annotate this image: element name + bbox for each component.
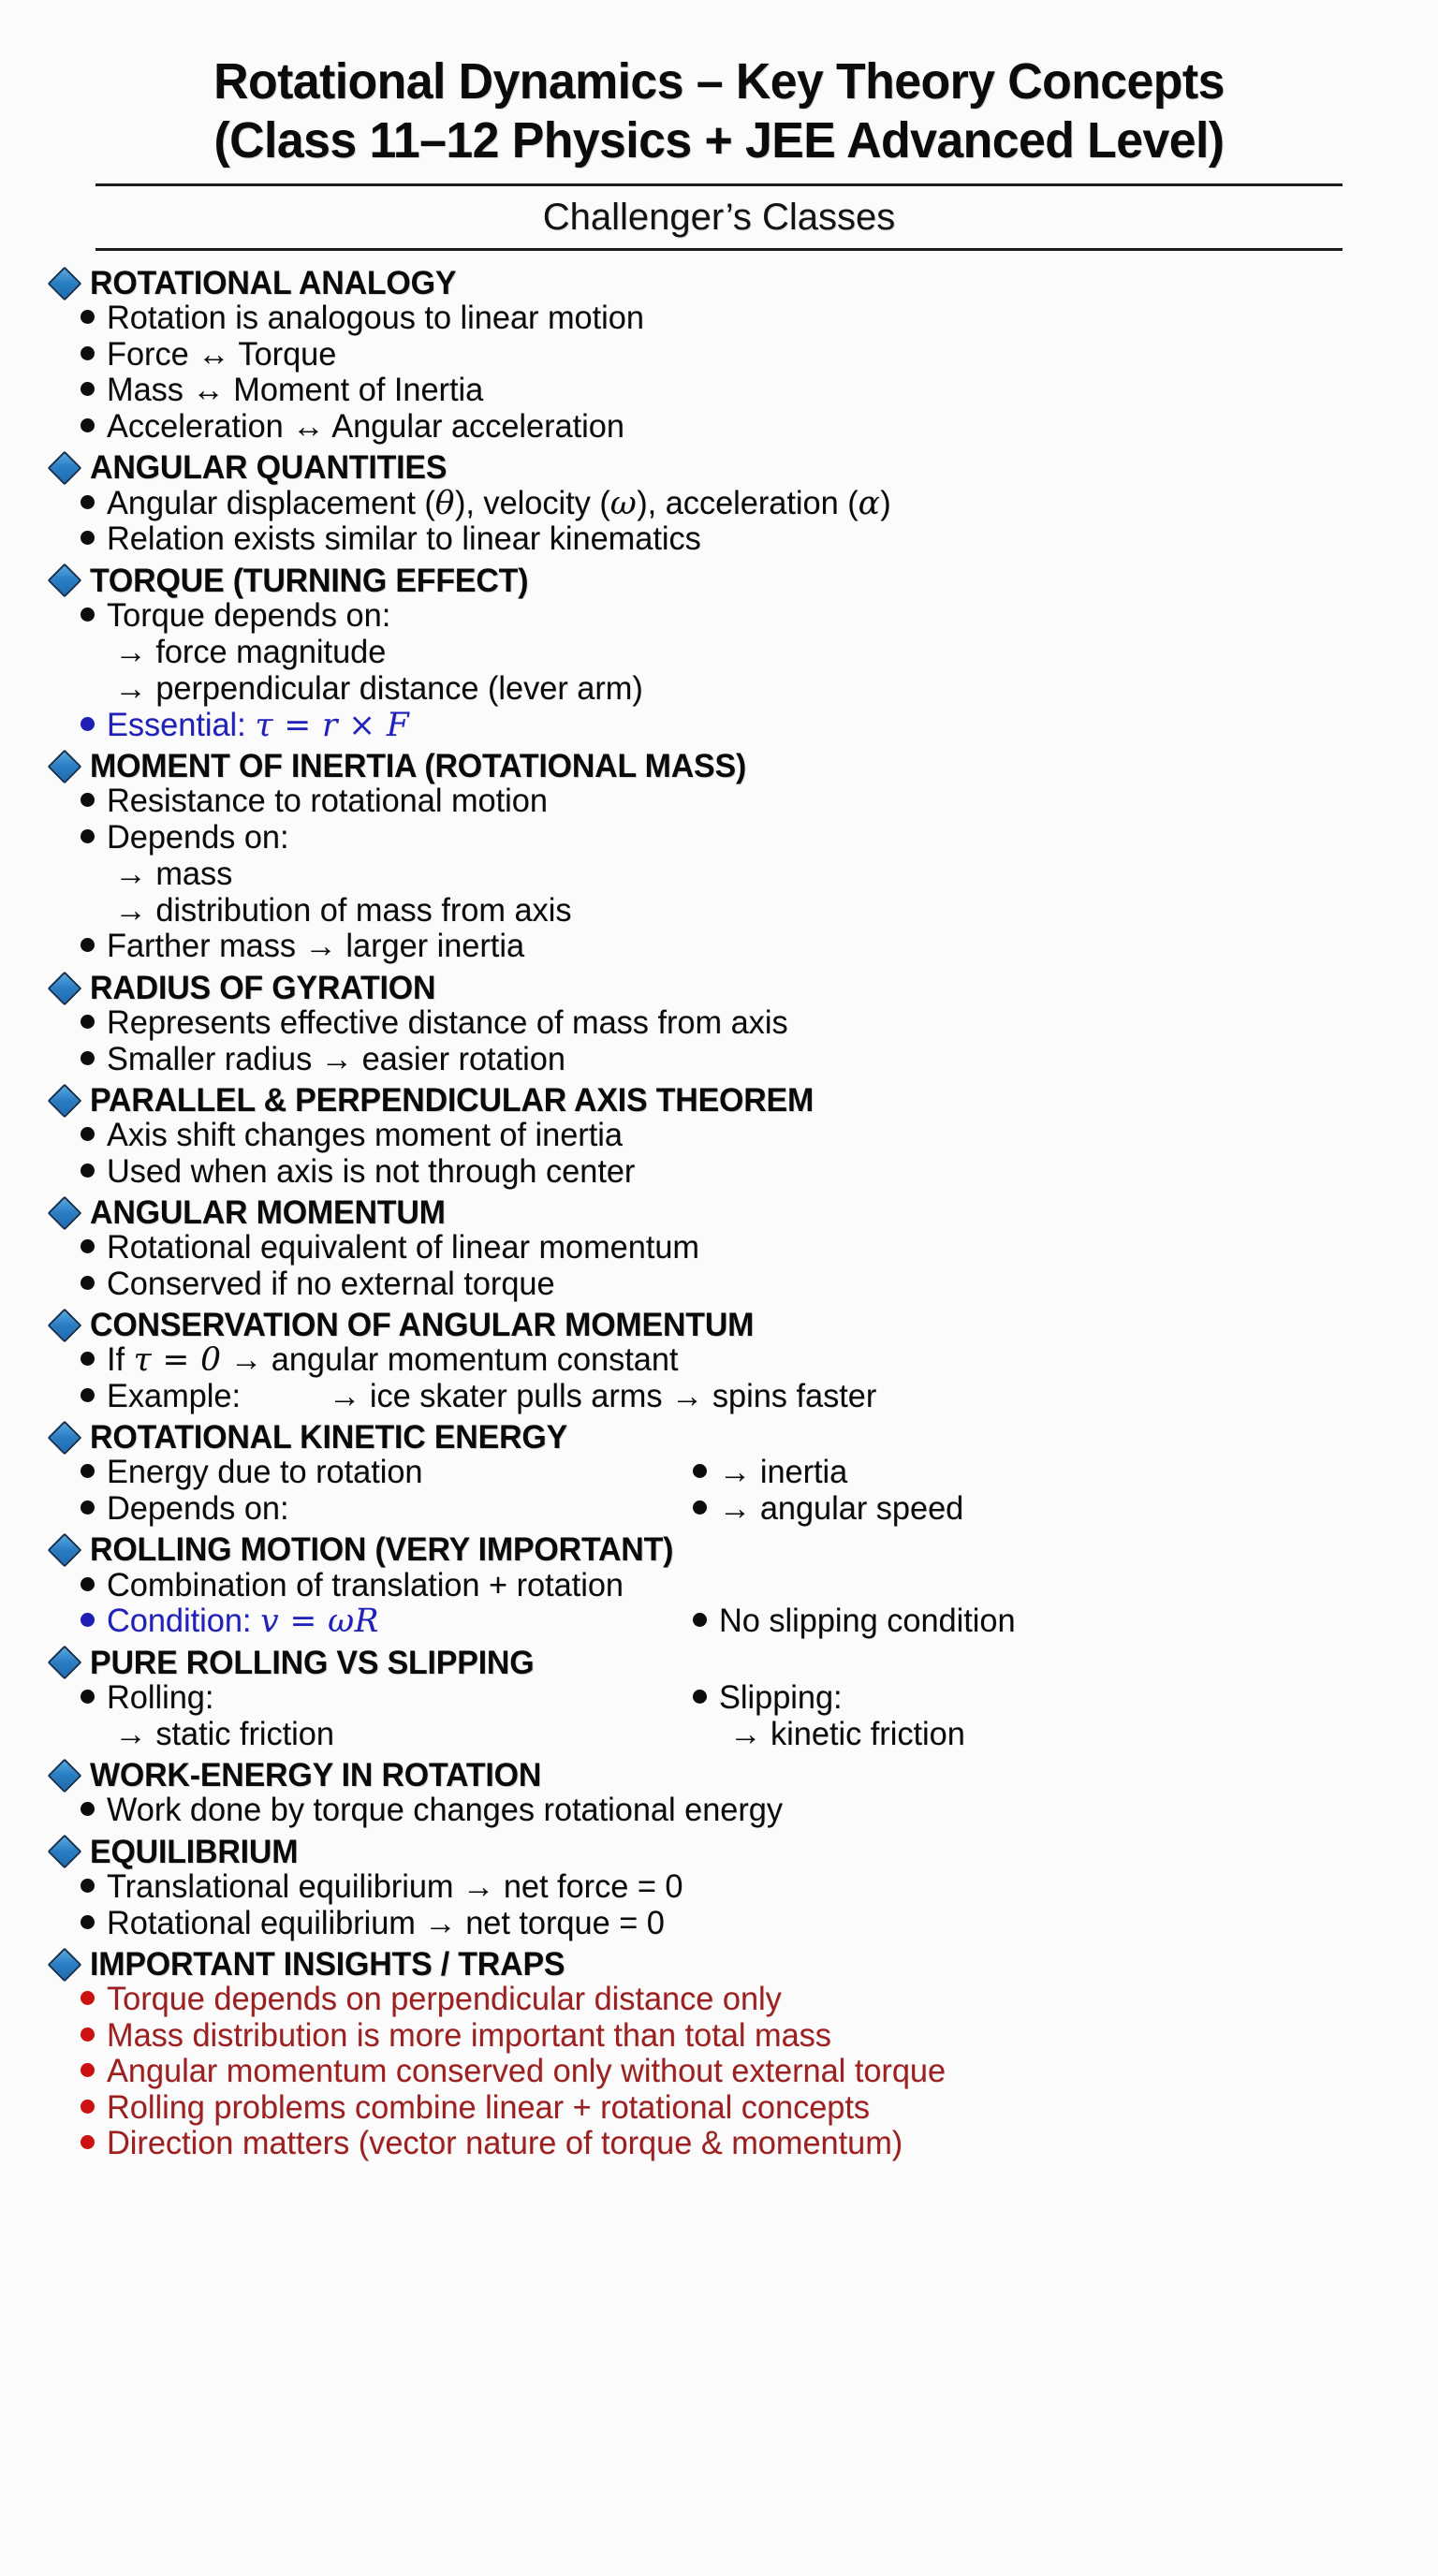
diamond-bullet-icon — [48, 1947, 82, 1982]
diamond-bullet-icon — [48, 1835, 82, 1869]
bullet-dot-icon — [81, 1879, 95, 1893]
bullet-dot-icon — [81, 1388, 95, 1402]
bullet-dot-icon — [693, 1690, 707, 1704]
trap-text: Direction matters (vector nature of torque & momentum) — [107, 2125, 903, 2162]
bullet-dot-icon — [81, 310, 95, 324]
bullet-dot-icon — [81, 2027, 95, 2042]
symbol-theta: θ — [434, 484, 455, 522]
diamond-bullet-icon — [48, 1758, 82, 1793]
bullet-dot-icon — [81, 1613, 95, 1627]
trap-text: Angular momentum conserved only without external torque — [107, 2053, 946, 2090]
section-label: EQUILIBRIUM — [90, 1833, 299, 1870]
two-column-row — [0, 1603, 1438, 1640]
text-fragment: If — [107, 1341, 134, 1379]
bullet-dot-icon — [81, 2100, 95, 2114]
section-label: CONSERVATION OF ANGULAR MOMENTUM — [90, 1307, 755, 1344]
list-item — [693, 1455, 1438, 1491]
diamond-bullet-icon — [48, 564, 82, 598]
list-item-text: No slipping condition — [719, 1603, 1016, 1640]
list-item — [0, 929, 1438, 965]
section-heading-conservation-angular-momentum — [0, 1306, 1438, 1342]
section-label: ROTATIONAL ANALOGY — [90, 265, 457, 302]
list-item — [0, 1042, 1438, 1078]
list-item — [0, 1906, 1438, 1942]
diamond-bullet-icon — [48, 1195, 82, 1230]
formula-item — [0, 708, 1438, 744]
list-item-text — [107, 1379, 876, 1415]
bullet-dot-icon — [81, 495, 95, 509]
example-label: Example: — [107, 1377, 241, 1414]
sub-item-text: → mass — [114, 856, 233, 893]
list-item — [0, 337, 1438, 373]
list-item-text: Farther mass → larger inertia — [107, 928, 525, 965]
trap-item — [0, 1982, 1438, 2018]
bullet-dot-icon — [81, 793, 95, 807]
bullet-dot-icon — [81, 1577, 95, 1591]
bullet-dot-icon — [81, 1991, 95, 2005]
section-heading-radius-of-gyration — [0, 969, 1438, 1005]
sub-item-text: → distribution of mass from axis — [114, 892, 572, 929]
list-item — [693, 1680, 1438, 1717]
section-heading-rotational-kinetic-energy — [0, 1418, 1438, 1455]
trap-item — [0, 2090, 1438, 2127]
diamond-bullet-icon — [48, 267, 82, 301]
page-title-line-2: (Class 11–12 Physics + JEE Advanced Level) — [213, 112, 1225, 169]
bullet-dot-icon — [81, 346, 95, 360]
list-item-text: Combination of translation + rotation — [107, 1566, 624, 1603]
list-item-text — [107, 1342, 678, 1379]
symbol-alpha: α — [858, 484, 881, 522]
bullet-dot-icon — [81, 1164, 95, 1178]
list-item — [0, 1266, 1438, 1303]
list-item — [0, 521, 1438, 558]
sub-item-text: → force magnitude — [114, 634, 387, 671]
page-subtitle: Challenger’s Classes — [542, 197, 896, 239]
list-item — [0, 783, 1438, 820]
list-item-text: Work done by torque changes rotational energy — [107, 1792, 784, 1829]
list-item-text: Conserved if no external torque — [107, 1265, 555, 1302]
section-heading-moment-of-inertia — [0, 747, 1438, 783]
list-item — [0, 486, 1438, 522]
list-item — [0, 1793, 1438, 1829]
section-heading-work-energy-in-rotation — [0, 1756, 1438, 1793]
sub-item-text: → kinetic friction — [729, 1716, 965, 1753]
section-label: IMPORTANT INSIGHTS / TRAPS — [90, 1946, 565, 1983]
section-label: WORK-ENERGY IN ROTATION — [90, 1757, 542, 1794]
section-label: PURE ROLLING VS SLIPPING — [90, 1644, 535, 1681]
two-column-row — [0, 1491, 1438, 1528]
section-heading-rotational-analogy — [0, 264, 1438, 300]
formula-label: Essential: — [107, 706, 246, 743]
section-heading-torque — [0, 562, 1438, 598]
section-label: ROTATIONAL KINETIC ENERGY — [90, 1419, 568, 1456]
section-label: ANGULAR MOMENTUM — [90, 1194, 446, 1232]
text-fragment: ) — [880, 484, 891, 521]
bullet-dot-icon — [81, 418, 95, 432]
two-column-row — [0, 1680, 1438, 1753]
list-item-text: Rolling: — [107, 1678, 214, 1716]
bullet-dot-icon — [81, 607, 95, 622]
section-label: TORQUE (TURNING EFFECT) — [90, 562, 529, 599]
text-fragment: ), acceleration ( — [637, 484, 858, 521]
list-item-text: Force ↔ Torque — [107, 335, 337, 373]
section-label: MOMENT OF INERTIA (ROTATIONAL MASS) — [90, 748, 747, 784]
formula-text — [107, 708, 409, 744]
formula-label: Condition: — [107, 1603, 252, 1640]
list-item-text: Resistance to rotational motion — [107, 783, 548, 820]
example-text: → ice skater pulls arms → spins faster — [329, 1377, 877, 1414]
bullet-dot-icon — [81, 531, 95, 545]
formula-item — [0, 1603, 693, 1640]
list-item-text: Translational equilibrium → net force = 0 — [107, 1868, 683, 1905]
column-right — [693, 1603, 1438, 1640]
trap-text: Torque depends on perpendicular distance only — [107, 1981, 782, 2018]
list-item — [0, 1680, 693, 1717]
trap-item — [0, 2018, 1438, 2055]
bullet-dot-icon — [81, 1802, 95, 1816]
diamond-bullet-icon — [48, 1083, 82, 1118]
list-item — [0, 1118, 1438, 1154]
bullet-dot-icon — [81, 1127, 95, 1141]
list-item-text: Acceleration ↔ Angular acceleration — [107, 407, 624, 445]
bullet-dot-icon — [693, 1613, 707, 1627]
formula-expression: v = ωR — [260, 1603, 379, 1641]
bullet-dot-icon — [81, 1915, 95, 1929]
list-item-text: Energy due to rotation — [107, 1454, 423, 1491]
bullet-dot-icon — [81, 382, 95, 396]
list-item-text: → inertia — [719, 1454, 848, 1491]
symbol-omega: ω — [609, 484, 638, 522]
diamond-bullet-icon — [48, 749, 82, 783]
bullet-dot-icon — [81, 1239, 95, 1253]
sub-item-text: → perpendicular distance (lever arm) — [114, 670, 643, 708]
list-item — [693, 1603, 1438, 1640]
section-heading-rolling-motion — [0, 1530, 1438, 1567]
section-heading-important-insights-traps — [0, 1945, 1438, 1982]
symbol-tau-equals-zero: τ = 0 — [133, 1341, 222, 1380]
list-item — [0, 409, 1438, 446]
bullet-dot-icon — [81, 1015, 95, 1029]
list-item — [0, 373, 1438, 409]
list-item — [0, 1154, 1438, 1191]
list-item-text: Rotational equilibrium → net torque = 0 — [107, 1904, 665, 1941]
text-fragment: → angular momentum constant — [221, 1341, 679, 1379]
section-label: PARALLEL & PERPENDICULAR AXIS THEOREM — [90, 1082, 814, 1120]
list-item-text: Torque depends on: — [107, 596, 391, 634]
list-item-text: Rotational equivalent of linear momentum — [107, 1229, 700, 1266]
bullet-dot-icon — [81, 1690, 95, 1704]
diamond-bullet-icon — [48, 1646, 82, 1680]
list-item — [0, 1342, 1438, 1379]
notes-content — [0, 251, 1438, 2161]
bullet-dot-icon — [693, 1464, 707, 1478]
diamond-bullet-icon — [48, 1533, 82, 1568]
list-item-text: Slipping: — [719, 1678, 843, 1716]
list-item-text: Smaller radius → easier rotation — [107, 1040, 565, 1077]
diamond-bullet-icon — [48, 1308, 82, 1342]
bullet-dot-icon — [81, 1352, 95, 1366]
sub-item-text: → static friction — [114, 1716, 334, 1753]
trap-text: Rolling problems combine linear + rotational concepts — [107, 2088, 871, 2126]
bullet-dot-icon — [81, 2063, 95, 2077]
list-item-text: Rotation is analogous to linear motion — [107, 300, 644, 337]
list-item — [693, 1491, 1438, 1528]
list-item — [0, 1869, 1438, 1906]
list-item — [0, 300, 1438, 337]
column-right — [693, 1680, 1438, 1753]
list-item-text — [107, 486, 891, 522]
list-item-text: Mass ↔ Moment of Inertia — [107, 372, 484, 409]
list-item — [0, 1379, 1438, 1415]
list-item-text: Depends on: — [107, 818, 289, 856]
column-right — [693, 1491, 1438, 1528]
section-label: ANGULAR QUANTITIES — [90, 449, 448, 487]
column-left — [0, 1603, 693, 1640]
page-header — [0, 0, 1438, 251]
section-heading-angular-quantities — [0, 448, 1438, 485]
diamond-bullet-icon — [48, 1421, 82, 1456]
section-heading-pure-rolling-vs-slipping — [0, 1644, 1438, 1680]
list-item — [0, 598, 1438, 635]
list-item — [0, 820, 1438, 856]
column-left — [0, 1680, 693, 1753]
section-heading-equilibrium — [0, 1833, 1438, 1869]
trap-item — [0, 2054, 1438, 2090]
bullet-dot-icon — [81, 717, 95, 731]
bullet-dot-icon — [81, 1051, 95, 1065]
list-item-text: Represents effective distance of mass from axis — [107, 1004, 788, 1042]
list-item-text: Depends on: — [107, 1489, 289, 1527]
bullet-dot-icon — [81, 1500, 95, 1515]
formula-text — [107, 1603, 379, 1640]
list-item — [0, 1491, 693, 1528]
list-item-text: Used when axis is not through center — [107, 1152, 636, 1190]
diamond-bullet-icon — [48, 971, 82, 1005]
bullet-dot-icon — [81, 2135, 95, 2149]
section-label: RADIUS OF GYRATION — [90, 969, 436, 1006]
trap-text: Mass distribution is more important than total mass — [107, 2016, 831, 2054]
column-right — [693, 1455, 1438, 1491]
list-item-text: Relation exists similar to linear kinematics — [107, 520, 701, 558]
trap-item — [0, 2126, 1438, 2162]
list-item-text: Axis shift changes moment of inertia — [107, 1117, 623, 1154]
list-item — [0, 1230, 1438, 1266]
bullet-dot-icon — [81, 938, 95, 952]
text-fragment: Angular displacement ( — [107, 484, 435, 521]
bullet-dot-icon — [693, 1500, 707, 1515]
page-title-line-1: Rotational Dynamics – Key Theory Concepts — [213, 53, 1225, 110]
list-item — [0, 1568, 1438, 1604]
diamond-bullet-icon — [48, 451, 82, 486]
bullet-dot-icon — [81, 1276, 95, 1290]
section-heading-angular-momentum — [0, 1193, 1438, 1230]
formula-expression: τ = r × F — [255, 706, 410, 744]
list-item — [0, 1455, 693, 1491]
list-item-text: → angular speed — [719, 1489, 964, 1527]
section-heading-axis-theorem — [0, 1081, 1438, 1118]
bullet-dot-icon — [81, 829, 95, 843]
column-left — [0, 1491, 693, 1528]
list-item — [0, 1005, 1438, 1042]
text-fragment: ), velocity ( — [454, 484, 610, 521]
column-left — [0, 1455, 693, 1491]
section-label: ROLLING MOTION (VERY IMPORTANT) — [90, 1531, 674, 1569]
two-column-row — [0, 1455, 1438, 1491]
bullet-dot-icon — [81, 1464, 95, 1478]
